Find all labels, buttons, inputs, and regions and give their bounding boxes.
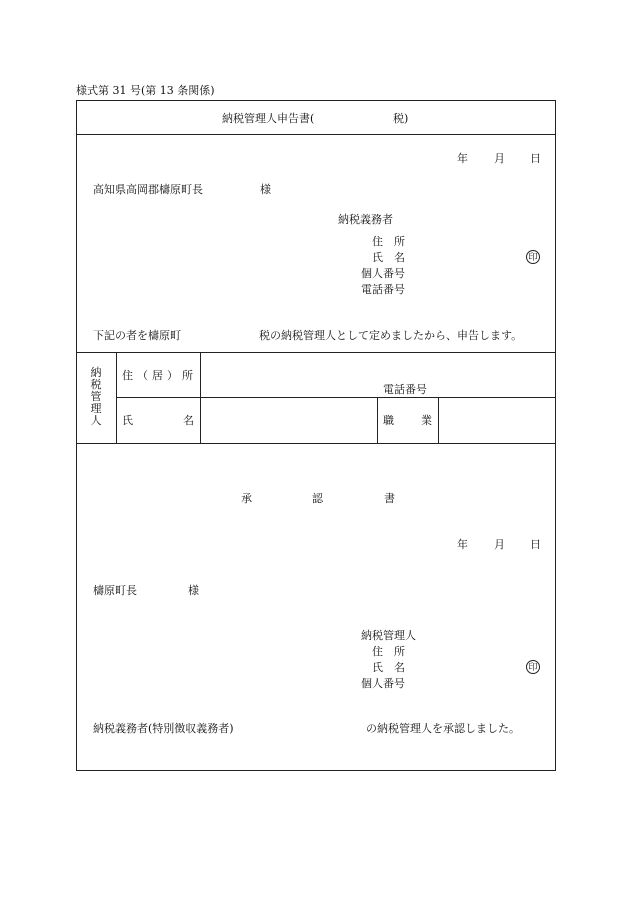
approval-number-label: 個人番号 bbox=[361, 677, 405, 690]
table-vline-1 bbox=[116, 352, 117, 443]
table-mid-line bbox=[116, 397, 556, 398]
side-char-2: 税 bbox=[90, 378, 102, 391]
manager-name-label-2: 名 bbox=[183, 414, 194, 427]
taxpayer-heading: 納税義務者 bbox=[338, 213, 393, 226]
taxpayer-name-label: 氏 名 bbox=[372, 251, 405, 264]
declaration-sama: 様 bbox=[260, 183, 271, 196]
table-top-line bbox=[76, 352, 556, 353]
approval-manager-heading: 納税管理人 bbox=[361, 629, 416, 642]
declaration-addressee: 高知県高岡郡檮原町長 bbox=[93, 183, 203, 196]
taxpayer-phone-label: 電話番号 bbox=[361, 283, 405, 296]
table-vline-4 bbox=[438, 397, 439, 443]
side-char-4: 理 bbox=[90, 402, 102, 415]
declaration-statement-suffix: 税の納税管理人として定めましたから、申告します。 bbox=[259, 329, 523, 342]
approval-seal-icon: 印 bbox=[526, 660, 540, 674]
table-vline-2 bbox=[200, 352, 201, 443]
manager-side-label bbox=[89, 367, 103, 427]
table-bottom-line bbox=[76, 443, 556, 444]
manager-phone-label: 電話番号 bbox=[383, 383, 427, 396]
declaration-title-suffix: 税) bbox=[393, 112, 409, 125]
approval-addressee: 檮原町長 bbox=[93, 584, 137, 597]
declaration-date-month: 月 bbox=[494, 152, 505, 165]
declaration-title-prefix: 納税管理人申告書( bbox=[222, 112, 315, 125]
side-char-1: 納 bbox=[90, 366, 102, 379]
declaration-statement-prefix: 下記の者を檮原町 bbox=[93, 329, 181, 342]
approval-statement-suffix: の納税管理人を承認しました。 bbox=[366, 722, 520, 735]
title-divider bbox=[76, 134, 556, 135]
approval-title-char-2: 認 bbox=[312, 492, 323, 505]
approval-date-month: 月 bbox=[494, 538, 505, 551]
approval-statement-prefix: 納税義務者(特別徴収義務者) bbox=[93, 722, 234, 735]
manager-name-label-1: 氏 bbox=[122, 414, 133, 427]
approval-date-year: 年 bbox=[457, 538, 468, 551]
taxpayer-number-label: 個人番号 bbox=[361, 267, 405, 280]
approval-sama: 様 bbox=[188, 584, 199, 597]
declaration-date-day: 日 bbox=[530, 152, 541, 165]
form-number: 様式第 31 号(第 13 条関係) bbox=[76, 84, 215, 97]
side-char-5: 人 bbox=[90, 414, 102, 427]
manager-occupation-label-1: 職 bbox=[383, 414, 394, 427]
manager-address-label: 住（居）所 bbox=[122, 369, 197, 382]
declaration-date-year: 年 bbox=[457, 152, 468, 165]
taxpayer-seal-icon: 印 bbox=[526, 250, 540, 264]
approval-date-day: 日 bbox=[530, 538, 541, 551]
form-frame bbox=[76, 100, 556, 771]
approval-address-label: 住 所 bbox=[372, 645, 405, 658]
manager-occupation-label-2: 業 bbox=[421, 414, 432, 427]
approval-title-char-1: 承 bbox=[241, 492, 252, 505]
side-char-3: 管 bbox=[90, 390, 102, 403]
table-vline-3 bbox=[377, 397, 378, 443]
taxpayer-address-label: 住 所 bbox=[372, 235, 405, 248]
approval-name-label: 氏 名 bbox=[372, 661, 405, 674]
approval-title-char-3: 書 bbox=[384, 492, 395, 505]
